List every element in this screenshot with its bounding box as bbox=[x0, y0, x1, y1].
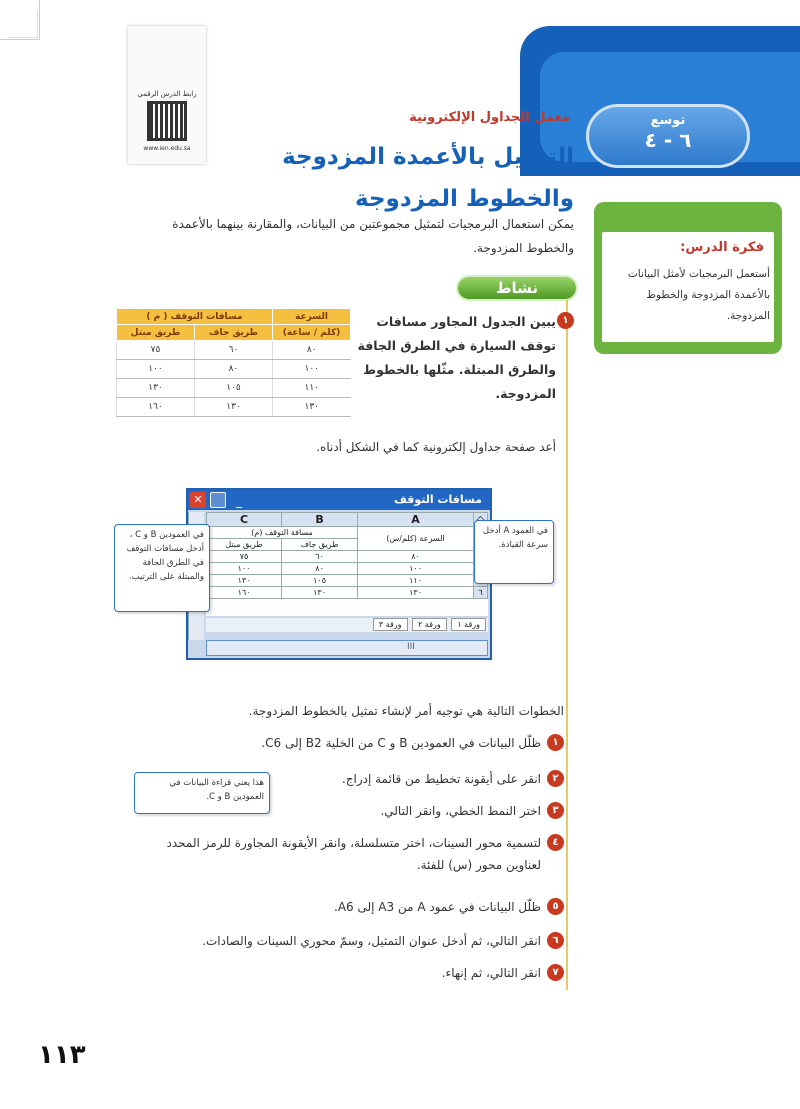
window-title[interactable]: مسافات التوقف bbox=[188, 490, 490, 510]
step-number: ٢ bbox=[547, 770, 564, 787]
table-cell: ١١٠ bbox=[273, 379, 351, 398]
cell[interactable]: ١٠٠ bbox=[207, 563, 282, 575]
cell[interactable]: ١٦٠ bbox=[207, 587, 282, 599]
cell[interactable]: ٨٠ bbox=[358, 551, 474, 563]
prep-text: أعد صفحة جداول إلكترونية كما في الشكل أدناه. bbox=[316, 440, 556, 454]
badge-number: ٦ - ٤ bbox=[644, 128, 692, 152]
tab-sheet-2[interactable]: ورقة ٢ bbox=[412, 618, 447, 631]
step-text: انقر التالي، ثم أدخل عنوان التمثيل، وسمّ محوري السينات والصادات. bbox=[202, 934, 541, 948]
step-text: ظلّل البيانات في عمود A من A3 إلى A6. bbox=[334, 900, 541, 914]
tab-sheet-1[interactable]: ورقة ١ bbox=[451, 618, 486, 631]
table-row bbox=[117, 360, 351, 379]
row-header[interactable]: ٦ bbox=[474, 587, 488, 599]
step-text: انقر التالي، ثم إنهاء. bbox=[441, 966, 541, 980]
table-cell: ١٠٠ bbox=[117, 360, 195, 379]
lesson-idea-text: أستعمل البرمجيات لأمثل البيانات بالأعمدة المزدوجة والخطوط المزدوجة. bbox=[627, 268, 770, 322]
qr-card[interactable] bbox=[128, 26, 206, 164]
table-cell: ١٣٠ bbox=[117, 379, 195, 398]
step-number: ٣ bbox=[547, 802, 564, 819]
callout-note: هذا يعني قراءة البيانات في العمودين B و C. bbox=[134, 772, 270, 814]
table-cell: ١٣٠ bbox=[273, 398, 351, 417]
qr-code-icon[interactable] bbox=[147, 101, 187, 141]
step-7 bbox=[224, 962, 564, 984]
table-row[interactable] bbox=[207, 587, 488, 599]
speed-table bbox=[116, 308, 351, 417]
qr-url[interactable]: www.ien.edu.sa bbox=[143, 145, 191, 152]
close-icon[interactable]: ✕ bbox=[190, 492, 206, 508]
intro-text: يمكن استعمال البرمجيات لتمثيل مجموعتين من البيانات، والمقارنة بينهما بالأعمدة والخطوط المزدوجة. bbox=[172, 217, 574, 255]
cell[interactable]: ١٠٥ bbox=[282, 575, 358, 587]
step-number: ٧ bbox=[547, 964, 564, 981]
scroll-thumb-grip[interactable]: III bbox=[407, 642, 415, 652]
table-cell: ٧٥ bbox=[117, 341, 195, 360]
step-number: ١ bbox=[547, 734, 564, 751]
step-text: انقر على أيقونة تخطيط من قائمة إدراج. bbox=[341, 772, 541, 786]
corner-mark bbox=[8, 10, 38, 38]
margin-rule bbox=[566, 300, 568, 990]
step-5 bbox=[224, 896, 564, 918]
page-title bbox=[244, 136, 574, 220]
spreadsheet-table[interactable] bbox=[206, 512, 488, 599]
cell[interactable]: ١٣٠ bbox=[282, 587, 358, 599]
table-cell: ٨٠ bbox=[273, 341, 351, 360]
badge-tag: توسع bbox=[650, 113, 686, 128]
table-cell: ١٦٠ bbox=[117, 398, 195, 417]
cell[interactable]: ٦٠ bbox=[282, 551, 358, 563]
cell-dry-header[interactable]: طريق جاف bbox=[282, 539, 358, 551]
title-line-1: التمثيل بالأعمدة المزدوجة bbox=[282, 144, 574, 170]
speed-unit-header: (كلم / ساعة) bbox=[273, 325, 351, 341]
spreadsheet-window[interactable] bbox=[186, 488, 492, 660]
wet-header: طريق مبتل bbox=[117, 325, 195, 341]
step-text: اختر النمط الخطي، وانقر التالي. bbox=[380, 804, 541, 818]
step-1 bbox=[224, 732, 564, 754]
col-header-a[interactable]: A bbox=[358, 513, 474, 527]
tab-sheet-3[interactable]: ورقة ٣ bbox=[373, 618, 408, 631]
table-cell: ١٣٠ bbox=[195, 398, 273, 417]
lab-title: معمل الجداول الإلكترونية bbox=[409, 110, 570, 125]
step-number: ٦ bbox=[547, 932, 564, 949]
col-header-c[interactable]: C bbox=[207, 513, 282, 527]
qr-label: رابط الدرس الرقمي bbox=[137, 90, 197, 98]
step-6 bbox=[134, 930, 564, 952]
table-cell: ٨٠ bbox=[195, 360, 273, 379]
cell[interactable]: ١٣٠ bbox=[207, 575, 282, 587]
steps-intro: الخطوات التالية هي توجيه أمر لإنشاء تمثيل بالخطوط المزدوجة. bbox=[248, 704, 564, 718]
lesson-number-badge bbox=[586, 104, 750, 168]
sheet-grid[interactable] bbox=[206, 512, 488, 616]
cell-speed-header[interactable]: السرعة (كلم/س) bbox=[358, 527, 474, 551]
table-cell: ٦٠ bbox=[195, 341, 273, 360]
dry-header: طريق جاف bbox=[195, 325, 273, 341]
restore-icon[interactable] bbox=[210, 492, 226, 508]
callout-columns-bc: في العمودين B و C ، أدخل مسافات التوقف في الطرق الجافة والمبتلة على الترتيب. bbox=[114, 524, 210, 612]
step-2 bbox=[224, 768, 564, 790]
minimize-icon[interactable]: _ bbox=[236, 494, 242, 508]
step-number: ٥ bbox=[547, 898, 564, 915]
table-cell: ١٠٠ bbox=[273, 360, 351, 379]
lesson-idea-title: فكرة الدرس: bbox=[680, 240, 764, 255]
stop-header: مسافات التوقف ( م ) bbox=[117, 309, 273, 325]
table-row[interactable] bbox=[207, 575, 488, 587]
table-row[interactable] bbox=[207, 551, 488, 563]
activity-number: ١ bbox=[557, 312, 574, 329]
table-row[interactable] bbox=[207, 563, 488, 575]
cell[interactable]: ٧٥ bbox=[207, 551, 282, 563]
cell[interactable]: ١٣٠ bbox=[358, 587, 474, 599]
speed-header: السرعة bbox=[273, 309, 351, 325]
step-4 bbox=[134, 832, 564, 876]
table-row bbox=[117, 379, 351, 398]
step-3 bbox=[224, 800, 564, 822]
activity-text: يبين الجدول المجاور مسافات توقف السيارة في الطرق الجافة والطرق المبتلة. مثّلها بالخطوط المزدوجة. bbox=[357, 314, 556, 401]
title-line-2: والخطوط المزدوجة bbox=[355, 186, 574, 212]
sheet-tabs bbox=[206, 618, 488, 632]
cell-wet-header[interactable]: طريق مبتل bbox=[207, 539, 282, 551]
table-row bbox=[117, 341, 351, 360]
callout-column-a: في العمود A أدخل سرعة القيادة. bbox=[474, 520, 554, 584]
step-text: لتسمية محور السينات، اختر متسلسلة، وانقر الأيقونة المجاورة للرمز المحدد لعناوين محور (س) للفئة. bbox=[166, 836, 541, 872]
col-header-b[interactable]: B bbox=[282, 513, 358, 527]
table-row bbox=[117, 398, 351, 417]
cell-stop-header[interactable]: مسافة التوقف (م) bbox=[207, 527, 358, 539]
page-number: ١١٣ bbox=[38, 1040, 86, 1070]
cell[interactable]: ١١٠ bbox=[358, 575, 474, 587]
step-text: ظلّل البيانات في العمودين B و C من الخلية B2 إلى C6. bbox=[261, 736, 541, 750]
horizontal-scrollbar[interactable] bbox=[206, 640, 488, 656]
table-cell: ١٠٥ bbox=[195, 379, 273, 398]
step-number: ٤ bbox=[547, 834, 564, 851]
cell[interactable]: ١٠٠ bbox=[358, 563, 474, 575]
activity-label: نشاط bbox=[456, 275, 578, 301]
cell[interactable]: ٨٠ bbox=[282, 563, 358, 575]
